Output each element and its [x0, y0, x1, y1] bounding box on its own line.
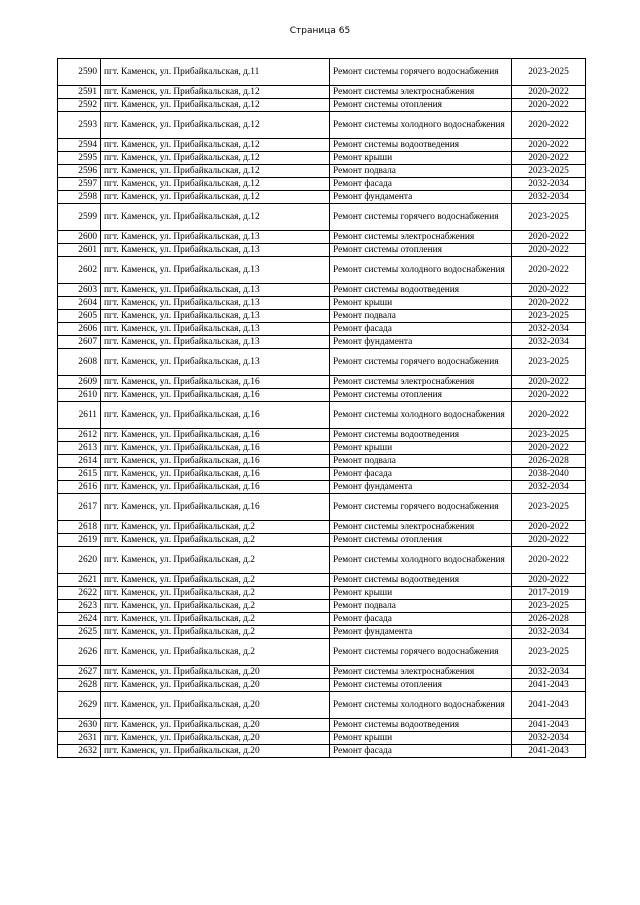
table-row: [58, 745, 586, 758]
work-type-cell: Ремонт крыши: [330, 152, 512, 165]
period-cell: 2020-2022: [512, 442, 586, 455]
work-type-cell: Ремонт фундамента: [330, 626, 512, 639]
row-number-cell: 2609: [58, 376, 101, 389]
row-number-cell: 2620: [58, 547, 101, 574]
work-type-cell: Ремонт системы холодного водоснабжения: [330, 402, 512, 429]
period-cell: 2026-2028: [512, 455, 586, 468]
table-row: [58, 574, 586, 587]
table-row: [58, 402, 586, 429]
address-cell: пгт. Каменск, ул. Прибайкальская, д.20: [101, 679, 330, 692]
work-type-cell: Ремонт системы горячего водоснабжения: [330, 204, 512, 231]
row-number-cell: 2629: [58, 692, 101, 719]
address-cell: пгт. Каменск, ул. Прибайкальская, д.2: [101, 600, 330, 613]
address-cell: пгт. Каменск, ул. Прибайкальская, д.20: [101, 732, 330, 745]
row-number-cell: 2602: [58, 257, 101, 284]
table-row: [58, 152, 586, 165]
period-cell: 2023-2025: [512, 429, 586, 442]
table-row: [58, 59, 586, 86]
period-cell: 2026-2028: [512, 613, 586, 626]
work-type-cell: Ремонт подвала: [330, 600, 512, 613]
period-cell: 2020-2022: [512, 389, 586, 402]
work-type-cell: Ремонт крыши: [330, 587, 512, 600]
work-type-cell: Ремонт системы отопления: [330, 244, 512, 257]
address-cell: пгт. Каменск, ул. Прибайкальская, д.2: [101, 626, 330, 639]
row-number-cell: 2615: [58, 468, 101, 481]
row-number-cell: 2606: [58, 323, 101, 336]
table-row: [58, 639, 586, 666]
address-cell: пгт. Каменск, ул. Прибайкальская, д.13: [101, 310, 330, 323]
table-row: [58, 257, 586, 284]
table-row: [58, 666, 586, 679]
row-number-cell: 2630: [58, 719, 101, 732]
address-cell: пгт. Каменск, ул. Прибайкальская, д.16: [101, 429, 330, 442]
row-number-cell: 2597: [58, 178, 101, 191]
row-number-cell: 2616: [58, 481, 101, 494]
address-cell: пгт. Каменск, ул. Прибайкальская, д.16: [101, 389, 330, 402]
period-cell: 2023-2025: [512, 310, 586, 323]
work-type-cell: Ремонт фасада: [330, 468, 512, 481]
address-cell: пгт. Каменск, ул. Прибайкальская, д.16: [101, 402, 330, 429]
table-row: [58, 376, 586, 389]
row-number-cell: 2598: [58, 191, 101, 204]
row-number-cell: 2623: [58, 600, 101, 613]
address-cell: пгт. Каменск, ул. Прибайкальская, д.20: [101, 666, 330, 679]
work-type-cell: Ремонт системы отопления: [330, 389, 512, 402]
table-row: [58, 494, 586, 521]
address-cell: пгт. Каменск, ул. Прибайкальская, д.16: [101, 481, 330, 494]
period-cell: 2020-2022: [512, 112, 586, 139]
period-cell: 2023-2025: [512, 639, 586, 666]
table-row: [58, 349, 586, 376]
table-row: [58, 323, 586, 336]
table-body: [58, 59, 586, 758]
table-row: [58, 429, 586, 442]
table-row: [58, 600, 586, 613]
row-number-cell: 2612: [58, 429, 101, 442]
address-cell: пгт. Каменск, ул. Прибайкальская, д.12: [101, 165, 330, 178]
period-cell: 2041-2043: [512, 719, 586, 732]
work-type-cell: Ремонт системы горячего водоснабжения: [330, 494, 512, 521]
table-row: [58, 481, 586, 494]
work-type-cell: Ремонт системы электроснабжения: [330, 376, 512, 389]
table-row: [58, 284, 586, 297]
address-cell: пгт. Каменск, ул. Прибайкальская, д.20: [101, 692, 330, 719]
address-cell: пгт. Каменск, ул. Прибайкальская, д.2: [101, 613, 330, 626]
table-row: [58, 587, 586, 600]
table-row: [58, 139, 586, 152]
address-cell: пгт. Каменск, ул. Прибайкальская, д.12: [101, 204, 330, 231]
period-cell: 2020-2022: [512, 257, 586, 284]
work-type-cell: Ремонт системы горячего водоснабжения: [330, 59, 512, 86]
table-row: [58, 165, 586, 178]
table-row: [58, 521, 586, 534]
row-number-cell: 2603: [58, 284, 101, 297]
work-type-cell: Ремонт системы электроснабжения: [330, 666, 512, 679]
period-cell: 2020-2022: [512, 139, 586, 152]
address-cell: пгт. Каменск, ул. Прибайкальская, д.2: [101, 534, 330, 547]
address-cell: пгт. Каменск, ул. Прибайкальская, д.20: [101, 719, 330, 732]
row-number-cell: 2607: [58, 336, 101, 349]
work-type-cell: Ремонт крыши: [330, 732, 512, 745]
address-cell: пгт. Каменск, ул. Прибайкальская, д.16: [101, 494, 330, 521]
row-number-cell: 2632: [58, 745, 101, 758]
row-number-cell: 2613: [58, 442, 101, 455]
row-number-cell: 2596: [58, 165, 101, 178]
table-row: [58, 534, 586, 547]
row-number-cell: 2605: [58, 310, 101, 323]
work-type-cell: Ремонт системы горячего водоснабжения: [330, 639, 512, 666]
row-number-cell: 2608: [58, 349, 101, 376]
period-cell: 2032-2034: [512, 626, 586, 639]
table-row: [58, 389, 586, 402]
work-type-cell: Ремонт системы отопления: [330, 679, 512, 692]
row-number-cell: 2600: [58, 231, 101, 244]
row-number-cell: 2621: [58, 574, 101, 587]
period-cell: 2017-2019: [512, 587, 586, 600]
period-cell: 2032-2034: [512, 336, 586, 349]
table-row: [58, 626, 586, 639]
work-type-cell: Ремонт фасада: [330, 613, 512, 626]
work-type-cell: Ремонт системы водоотведения: [330, 284, 512, 297]
table-row: [58, 231, 586, 244]
period-cell: 2032-2034: [512, 178, 586, 191]
row-number-cell: 2595: [58, 152, 101, 165]
work-type-cell: Ремонт крыши: [330, 442, 512, 455]
address-cell: пгт. Каменск, ул. Прибайкальская, д.20: [101, 745, 330, 758]
work-type-cell: Ремонт системы холодного водоснабжения: [330, 692, 512, 719]
period-cell: 2041-2043: [512, 745, 586, 758]
work-type-cell: Ремонт подвала: [330, 455, 512, 468]
address-cell: пгт. Каменск, ул. Прибайкальская, д.2: [101, 521, 330, 534]
address-cell: пгт. Каменск, ул. Прибайкальская, д.12: [101, 139, 330, 152]
work-type-cell: Ремонт фасада: [330, 745, 512, 758]
period-cell: 2032-2034: [512, 732, 586, 745]
table-row: [58, 178, 586, 191]
work-type-cell: Ремонт фасада: [330, 323, 512, 336]
table-row: [58, 99, 586, 112]
row-number-cell: 2614: [58, 455, 101, 468]
table-row: [58, 244, 586, 257]
work-type-cell: Ремонт системы отопления: [330, 534, 512, 547]
period-cell: 2023-2025: [512, 59, 586, 86]
period-cell: 2041-2043: [512, 679, 586, 692]
period-cell: 2020-2022: [512, 574, 586, 587]
period-cell: 2020-2022: [512, 402, 586, 429]
row-number-cell: 2599: [58, 204, 101, 231]
period-cell: 2032-2034: [512, 666, 586, 679]
period-cell: 2032-2034: [512, 191, 586, 204]
work-type-cell: Ремонт системы холодного водоснабжения: [330, 112, 512, 139]
table-row: [58, 297, 586, 310]
address-cell: пгт. Каменск, ул. Прибайкальская, д.2: [101, 639, 330, 666]
period-cell: 2041-2043: [512, 692, 586, 719]
table-row: [58, 547, 586, 574]
period-cell: 2038-2040: [512, 468, 586, 481]
table-row: [58, 468, 586, 481]
row-number-cell: 2628: [58, 679, 101, 692]
row-number-cell: 2594: [58, 139, 101, 152]
table-row: [58, 204, 586, 231]
row-number-cell: 2627: [58, 666, 101, 679]
page-number-label: Страница 65: [289, 26, 351, 36]
period-cell: 2020-2022: [512, 297, 586, 310]
work-type-cell: Ремонт фундамента: [330, 336, 512, 349]
period-cell: 2020-2022: [512, 231, 586, 244]
row-number-cell: 2624: [58, 613, 101, 626]
address-cell: пгт. Каменск, ул. Прибайкальская, д.13: [101, 284, 330, 297]
work-type-cell: Ремонт системы холодного водоснабжения: [330, 547, 512, 574]
address-cell: пгт. Каменск, ул. Прибайкальская, д.2: [101, 547, 330, 574]
row-number-cell: 2622: [58, 587, 101, 600]
period-cell: 2020-2022: [512, 547, 586, 574]
address-cell: пгт. Каменск, ул. Прибайкальская, д.13: [101, 231, 330, 244]
row-number-cell: 2611: [58, 402, 101, 429]
work-type-cell: Ремонт фундамента: [330, 481, 512, 494]
address-cell: пгт. Каменск, ул. Прибайкальская, д.12: [101, 112, 330, 139]
address-cell: пгт. Каменск, ул. Прибайкальская, д.12: [101, 191, 330, 204]
address-cell: пгт. Каменск, ул. Прибайкальская, д.13: [101, 323, 330, 336]
period-cell: 2023-2025: [512, 165, 586, 178]
period-cell: 2032-2034: [512, 323, 586, 336]
row-number-cell: 2618: [58, 521, 101, 534]
table-row: [58, 191, 586, 204]
work-type-cell: Ремонт системы холодного водоснабжения: [330, 257, 512, 284]
work-type-cell: Ремонт крыши: [330, 297, 512, 310]
table-row: [58, 455, 586, 468]
work-type-cell: Ремонт фасада: [330, 178, 512, 191]
period-cell: 2023-2025: [512, 349, 586, 376]
address-cell: пгт. Каменск, ул. Прибайкальская, д.16: [101, 442, 330, 455]
address-cell: пгт. Каменск, ул. Прибайкальская, д.12: [101, 178, 330, 191]
period-cell: 2020-2022: [512, 99, 586, 112]
address-cell: пгт. Каменск, ул. Прибайкальская, д.11: [101, 59, 330, 86]
address-cell: пгт. Каменск, ул. Прибайкальская, д.2: [101, 587, 330, 600]
period-cell: 2023-2025: [512, 600, 586, 613]
work-type-cell: Ремонт системы водоотведения: [330, 719, 512, 732]
table-row: [58, 442, 586, 455]
row-number-cell: 2604: [58, 297, 101, 310]
work-type-cell: Ремонт системы электроснабжения: [330, 521, 512, 534]
period-cell: 2020-2022: [512, 521, 586, 534]
row-number-cell: 2593: [58, 112, 101, 139]
work-type-cell: Ремонт системы водоотведения: [330, 139, 512, 152]
table-row: [58, 336, 586, 349]
row-number-cell: 2631: [58, 732, 101, 745]
address-cell: пгт. Каменск, ул. Прибайкальская, д.13: [101, 244, 330, 257]
work-type-cell: Ремонт системы электроснабжения: [330, 86, 512, 99]
address-cell: пгт. Каменск, ул. Прибайкальская, д.16: [101, 455, 330, 468]
period-cell: 2023-2025: [512, 204, 586, 231]
row-number-cell: 2619: [58, 534, 101, 547]
address-cell: пгт. Каменск, ул. Прибайкальская, д.12: [101, 152, 330, 165]
row-number-cell: 2591: [58, 86, 101, 99]
address-cell: пгт. Каменск, ул. Прибайкальская, д.2: [101, 574, 330, 587]
table-row: [58, 679, 586, 692]
row-number-cell: 2601: [58, 244, 101, 257]
table-row: [58, 613, 586, 626]
row-number-cell: 2592: [58, 99, 101, 112]
row-number-cell: 2626: [58, 639, 101, 666]
address-cell: пгт. Каменск, ул. Прибайкальская, д.13: [101, 336, 330, 349]
repair-schedule-table: [57, 58, 586, 758]
address-cell: пгт. Каменск, ул. Прибайкальская, д.12: [101, 99, 330, 112]
period-cell: 2032-2034: [512, 481, 586, 494]
work-type-cell: Ремонт системы водоотведения: [330, 429, 512, 442]
table-row: [58, 86, 586, 99]
address-cell: пгт. Каменск, ул. Прибайкальская, д.13: [101, 297, 330, 310]
address-cell: пгт. Каменск, ул. Прибайкальская, д.13: [101, 257, 330, 284]
work-type-cell: Ремонт системы водоотведения: [330, 574, 512, 587]
address-cell: пгт. Каменск, ул. Прибайкальская, д.12: [101, 86, 330, 99]
work-type-cell: Ремонт системы электроснабжения: [330, 231, 512, 244]
period-cell: 2020-2022: [512, 284, 586, 297]
address-cell: пгт. Каменск, ул. Прибайкальская, д.16: [101, 468, 330, 481]
work-type-cell: Ремонт системы отопления: [330, 99, 512, 112]
period-cell: 2020-2022: [512, 152, 586, 165]
work-type-cell: Ремонт фундамента: [330, 191, 512, 204]
address-cell: пгт. Каменск, ул. Прибайкальская, д.13: [101, 349, 330, 376]
period-cell: 2020-2022: [512, 244, 586, 257]
work-type-cell: Ремонт подвала: [330, 310, 512, 323]
period-cell: 2023-2025: [512, 494, 586, 521]
row-number-cell: 2590: [58, 59, 101, 86]
table-row: [58, 112, 586, 139]
table-row: [58, 732, 586, 745]
table-row: [58, 692, 586, 719]
period-cell: 2020-2022: [512, 86, 586, 99]
address-cell: пгт. Каменск, ул. Прибайкальская, д.16: [101, 376, 330, 389]
row-number-cell: 2625: [58, 626, 101, 639]
work-type-cell: Ремонт подвала: [330, 165, 512, 178]
table-row: [58, 310, 586, 323]
row-number-cell: 2610: [58, 389, 101, 402]
work-type-cell: Ремонт системы горячего водоснабжения: [330, 349, 512, 376]
period-cell: 2020-2022: [512, 534, 586, 547]
row-number-cell: 2617: [58, 494, 101, 521]
period-cell: 2020-2022: [512, 376, 586, 389]
table-row: [58, 719, 586, 732]
